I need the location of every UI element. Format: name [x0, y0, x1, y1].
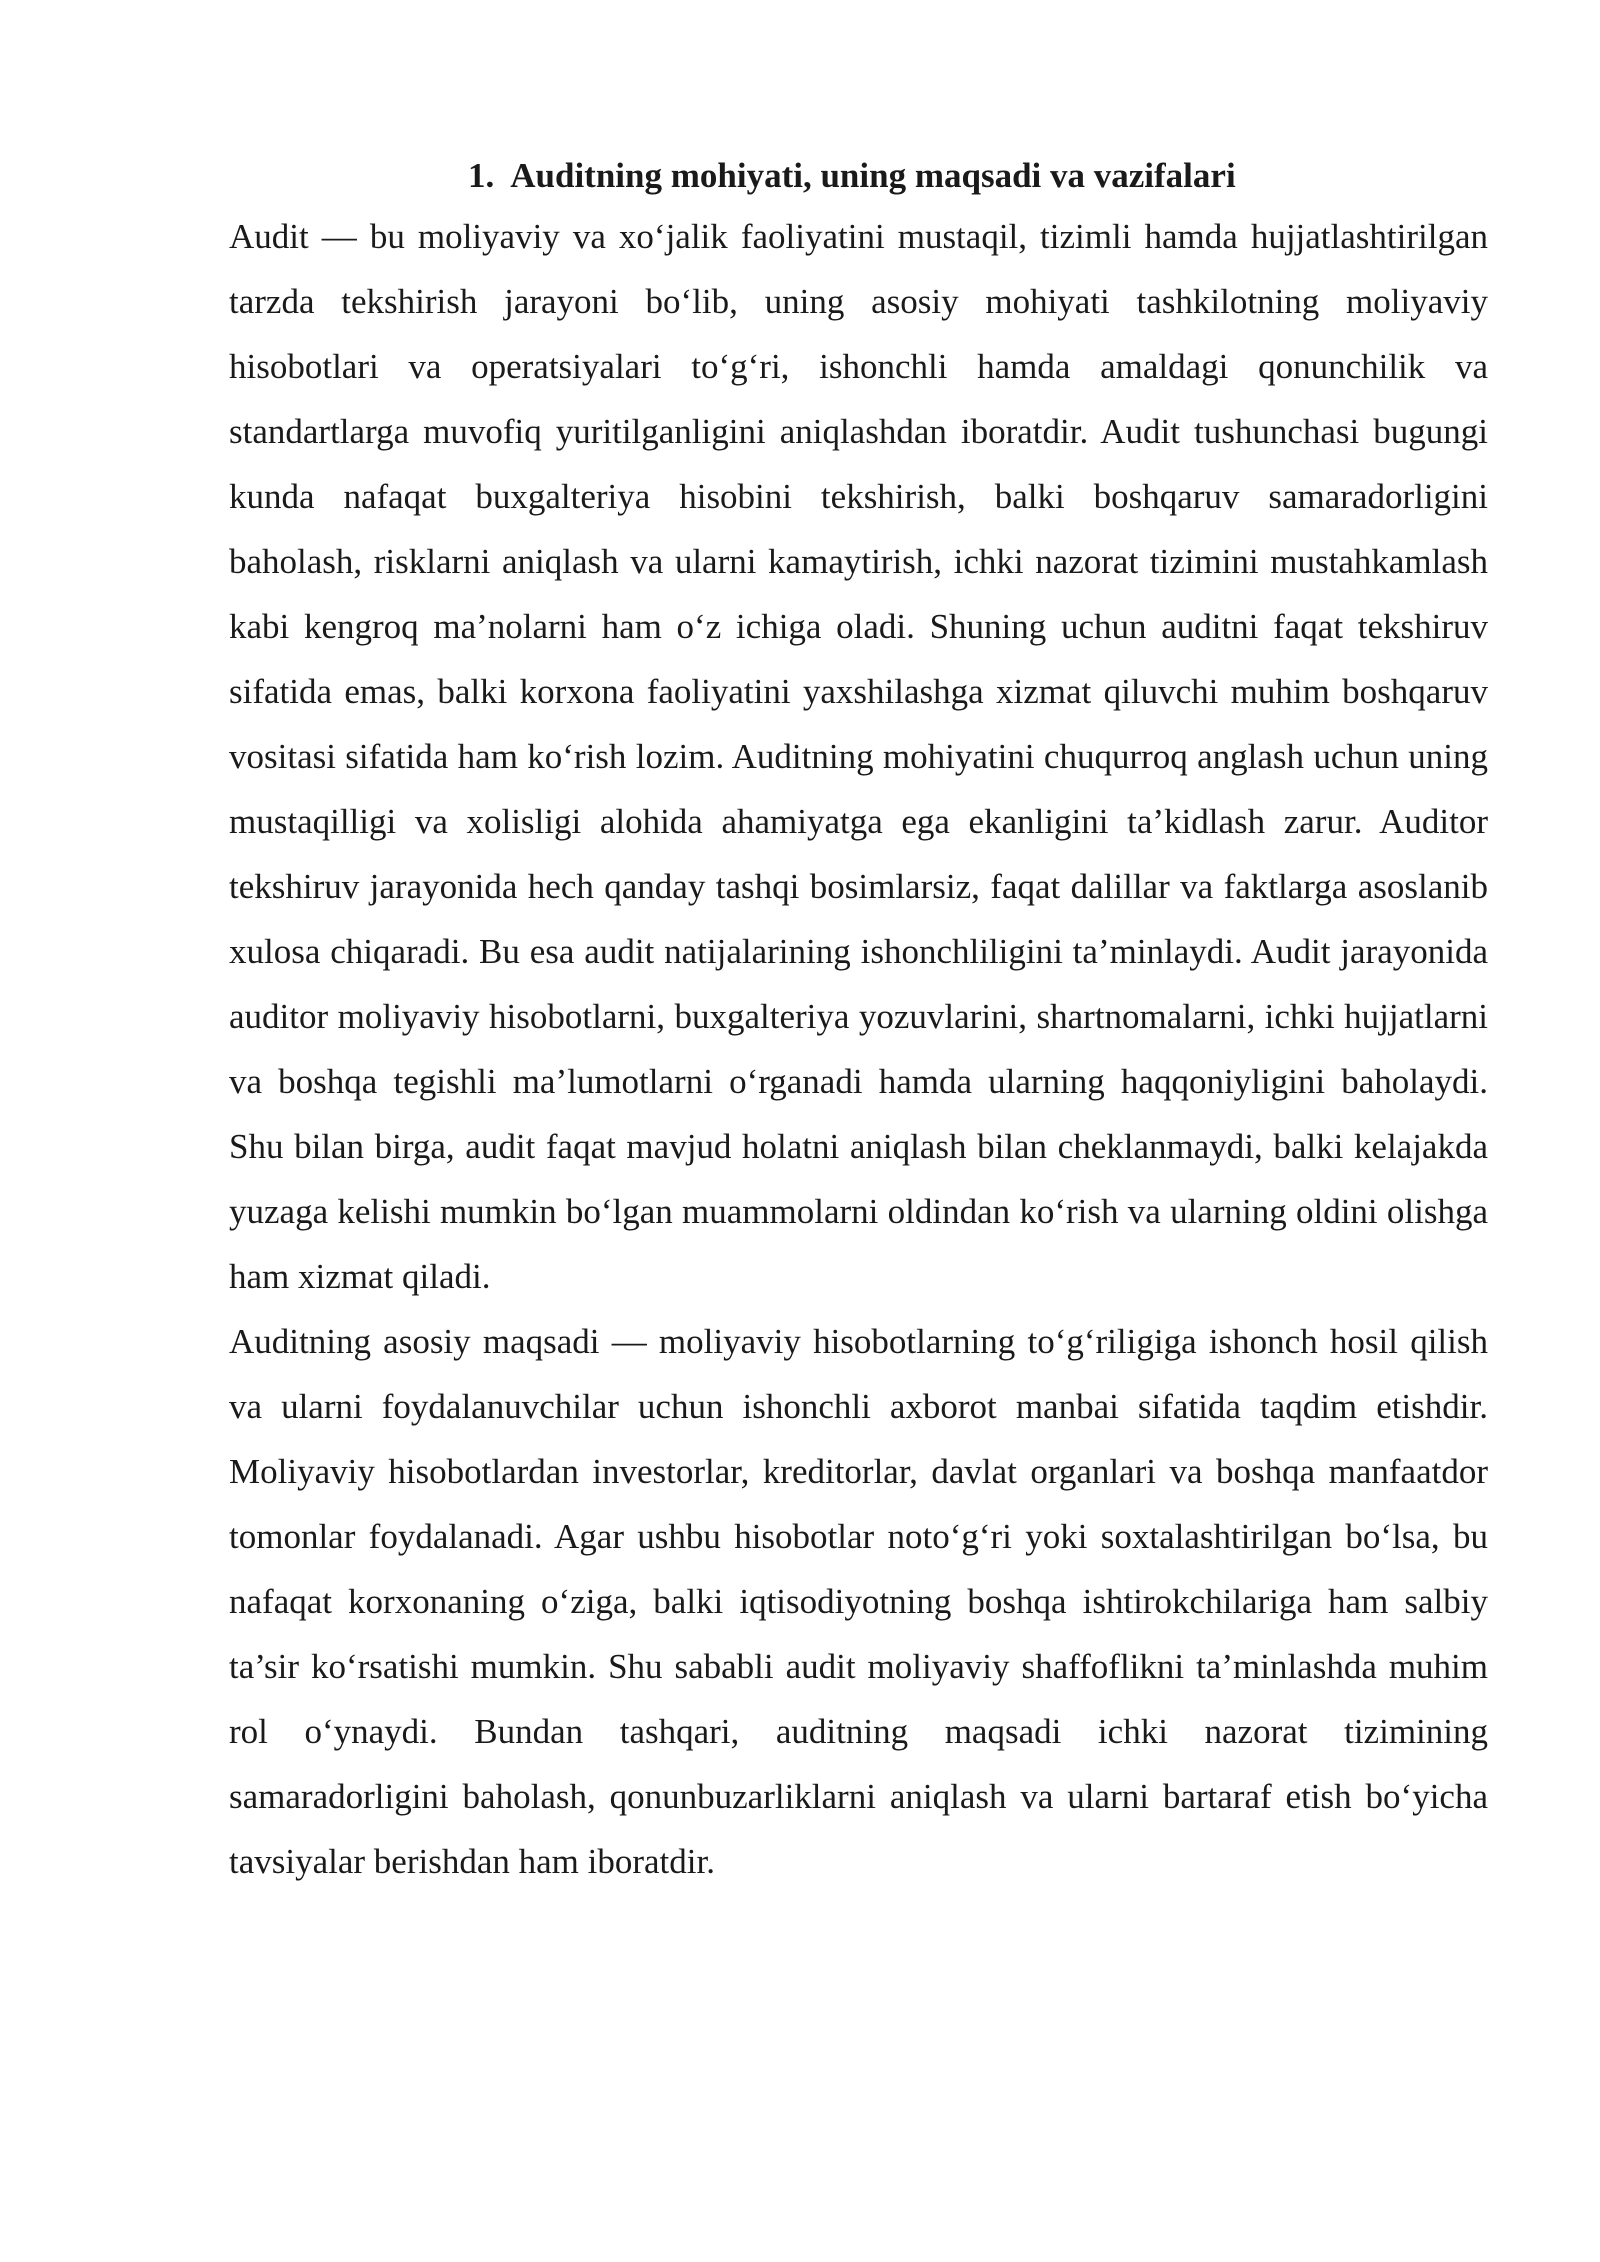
document-body: [229, 148, 1488, 1894]
paragraph-essence: Audit — bu moliyaviy va xo‘jalik faoliyatini mustaqil, tizimli hamda hujjatlashtirilgan tarzda tekshirish jarayoni bo‘lib, uning asosiy mohiyati tashkilotning moliyaviy hisobotlari va operatsiyalari to‘g‘ri, ishonchli hamda amaldagi qonunchilik va standartlarga muvofiq yuritilganligini aniqlashdan iboratdir. Audit tushunchasi bugungi kunda nafaqat buxgalteriya hisobini tekshirish, balki boshqaruv samaradorligini baholash, risklarni aniqlash va ularni kamaytirish, ichki nazorat tizimini mustahkamlash kabi kengroq ma’nolarni ham o‘z ichiga oladi. Shuning uchun auditni faqat tekshiruv sifatida emas, balki korxona faoliyatini yaxshilashga xizmat qiluvchi muhim boshqaruv vositasi sifatida ham ko‘rish lozim. Auditning mohiyatini chuqurroq anglash uchun uning mustaqilligi va xolisligi alohida ahamiyatga ega ekanligini ta’kidlash zarur. Auditor tekshiruv jarayonida hech qanday tashqi bosimlarsiz, faqat dalillar va faktlarga asoslanib xulosa chiqaradi. Bu esa audit natijalarining ishonchliligini ta’minlaydi. Audit jarayonida auditor moliyaviy hisobotlarni, buxgalteriya yozuvlarini, shartnomalarni, ichki hujjatlarni va boshqa tegishli ma’lumotlarni o‘rganadi hamda ularning haqqoniyligini baholaydi. Shu bilan birga, audit faqat mavjud holatni aniqlash bilan cheklanmaydi, balki kelajakda yuzaga kelishi mumkin bo‘lgan muammolarni oldindan ko‘rish va ularning oldini olishga ham xizmat qiladi.: [229, 217, 1488, 1296]
paragraph-purpose: Auditning asosiy maqsadi — moliyaviy hisobotlarning to‘g‘riligiga ishonch hosil qilish va ularni foydalanuvchilar uchun ishonchli axborot manbai sifatida taqdim etishdir. Moliyaviy hisobotlardan investorlar, kreditorlar, davlat organlari va boshqa manfaatdor tomonlar foydalanadi. Agar ushbu hisobotlar noto‘g‘ri yoki soxtalashtirilgan bo‘lsa, bu nafaqat korxonaning o‘ziga, balki iqtisodiyotning boshqa ishtirokchilariga ham salbiy ta’sir ko‘rsatishi mumkin. Shu sababli audit moliyaviy shaffoflikni ta’minlashda muhim rol o‘ynaydi. Bundan tashqari, auditning maqsadi ichki nazorat tizimining samaradorligini baholash, qonunbuzarliklarni aniqlash va ularni bartaraf etish bo‘yicha tavsiyalar berishdan ham iboratdir.: [229, 1322, 1488, 1881]
section-heading: [229, 148, 1488, 204]
section-number: 1.: [468, 156, 495, 195]
section-title: Auditning mohiyati, uning maqsadi va vazifalari: [510, 156, 1236, 195]
